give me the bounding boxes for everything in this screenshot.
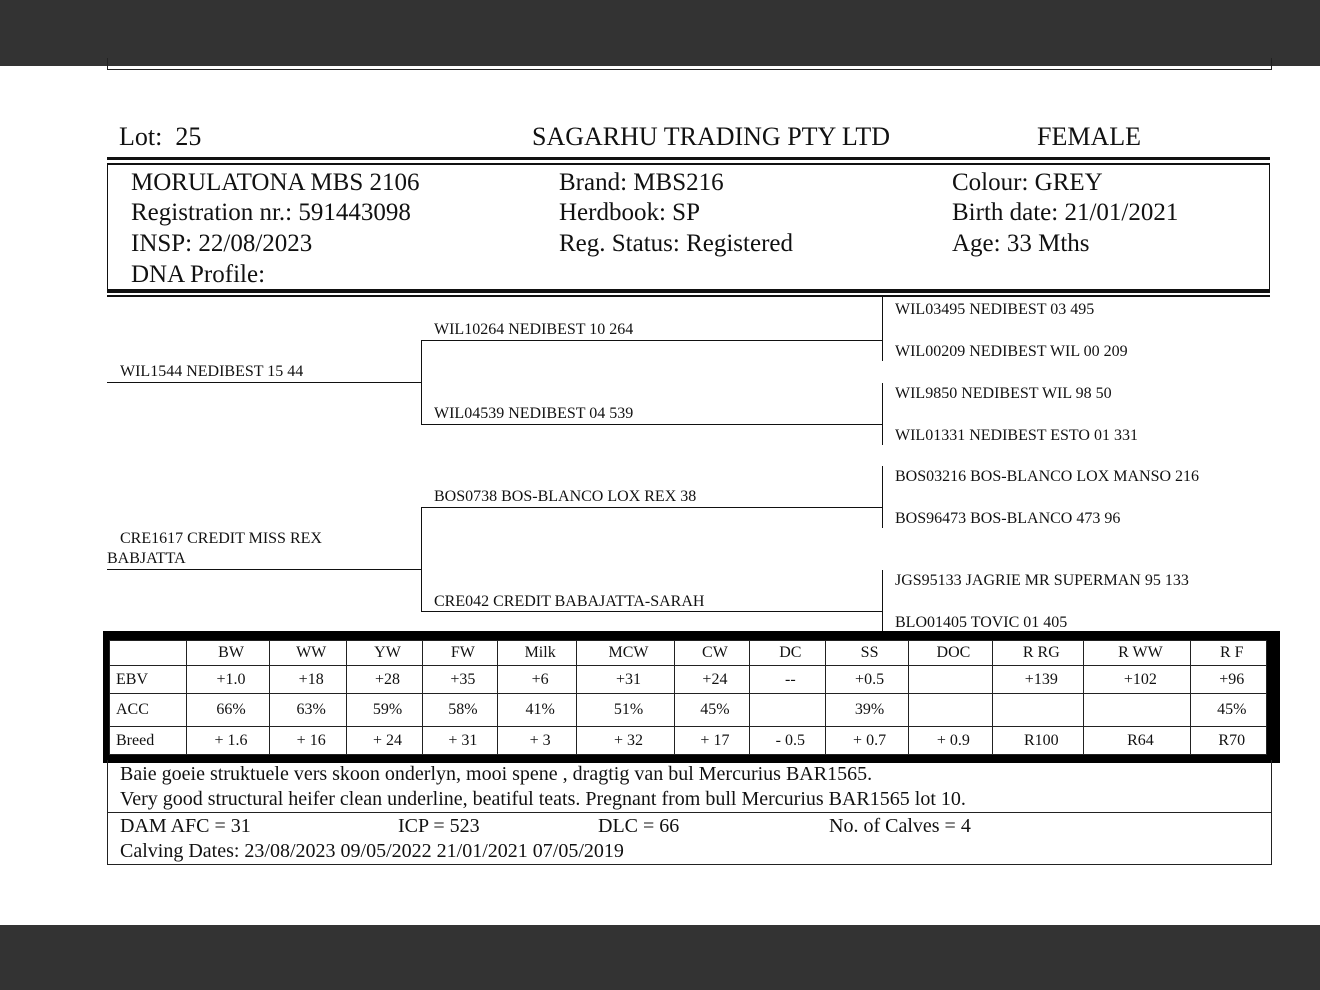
breed-cell: + 17 (674, 727, 749, 755)
acc-cell: 45% (1191, 694, 1267, 727)
acc-cell (993, 694, 1084, 727)
dam-afc: DAM AFC = 31 (120, 815, 251, 837)
pedigree-gg-2: WIL00209 NEDIBEST WIL 00 209 (895, 343, 1128, 360)
ebv-header-cell: CW (674, 641, 749, 666)
ebv-header-cell: WW (270, 641, 347, 666)
registration-number: Registration nr.: 591443098 (131, 199, 411, 226)
ebv-header-cell: DOC (908, 641, 993, 666)
pedigree-gg-6: BOS96473 BOS-BLANCO 473 96 (895, 510, 1121, 527)
ebv-cell: +1.0 (187, 666, 270, 694)
info-rule-thick (107, 289, 1270, 293)
dam-dlc: DLC = 66 (598, 815, 680, 837)
lot-number: 25 (175, 122, 202, 151)
acc-cell (908, 694, 993, 727)
ebv-cell: +35 (422, 666, 497, 694)
acc-cell: 39% (825, 694, 908, 727)
acc-cell: 41% (498, 694, 577, 727)
sire-line (107, 382, 422, 383)
ebv-cell: +24 (674, 666, 749, 694)
previous-lot-box-edge (107, 58, 1272, 70)
pedigree-gg-5: BOS03216 BOS-BLANCO LOX MANSO 216 (895, 468, 1200, 485)
pedigree-dam-sire: BOS0738 BOS-BLANCO LOX REX 38 (434, 488, 697, 505)
header-rule-thin (107, 163, 1270, 165)
ebv-cell: +18 (270, 666, 347, 694)
pedigree-gg-1: WIL03495 NEDIBEST 03 495 (895, 301, 1095, 318)
acc-cell: 59% (347, 694, 422, 727)
herdbook: Herdbook: SP (559, 199, 700, 226)
dam-icp: ICP = 523 (398, 815, 480, 837)
ebv-header-cell: MCW (577, 641, 675, 666)
breed-cell: R70 (1191, 727, 1267, 755)
ebv-header-cell: YW (347, 641, 422, 666)
ebv-cell: +102 (1084, 666, 1191, 694)
ebv-row (110, 666, 1267, 694)
ebv-cell: +6 (498, 666, 577, 694)
sire-sire-line (421, 340, 883, 341)
ebv-header-cell: SS (825, 641, 908, 666)
gg-bracket-1 (882, 297, 883, 361)
pedigree-sire-sire: WIL10264 NEDIBEST 10 264 (434, 321, 634, 338)
pedigree-gg-4: WIL01331 NEDIBEST ESTO 01 331 (895, 427, 1138, 444)
pedigree-dam-line2: BABJATTA (107, 550, 186, 567)
lot-label-text: Lot: (119, 122, 163, 151)
breed-cell: + 32 (577, 727, 675, 755)
breed-cell: + 1.6 (187, 727, 270, 755)
viewer-top-bar (0, 0, 1320, 66)
breed-row-label: Breed (110, 727, 187, 755)
acc-cell: 66% (187, 694, 270, 727)
acc-cell: 58% (422, 694, 497, 727)
acc-cell (1084, 694, 1191, 727)
comment-english: Very good structural heifer clean underline, beatiful teats. Pregnant from bull Mercurius BAR1565 lot 10. (120, 788, 966, 810)
calving-dates: Calving Dates: 23/08/2023 09/05/2022 21/01/2021 07/05/2019 (120, 840, 624, 862)
breed-cell: + 24 (347, 727, 422, 755)
gg-bracket-4 (882, 570, 883, 632)
viewer-bottom-bar (0, 925, 1320, 990)
dna-profile: DNA Profile: (131, 261, 266, 288)
ebv-header-cell: Milk (498, 641, 577, 666)
pedigree-dam-line1: CRE1617 CREDIT MISS REX (120, 530, 322, 547)
ebv-cell: +31 (577, 666, 675, 694)
ebv-header-cell: FW (422, 641, 497, 666)
acc-cell (750, 694, 825, 727)
seller-name: SAGARHU TRADING PTY LTD (532, 122, 891, 151)
ebv-row-label: EBV (110, 666, 187, 694)
animal-name: MORULATONA MBS 2106 (131, 169, 420, 196)
pedigree-sire: WIL1544 NEDIBEST 15 44 (120, 363, 304, 380)
pedigree-dam-dam: CRE042 CREDIT BABAJATTA-SARAH (434, 593, 705, 610)
sire-bracket (421, 340, 422, 425)
info-box-right (1269, 165, 1270, 290)
ebv-table (109, 640, 1267, 755)
breed-cell: + 16 (270, 727, 347, 755)
ebv-cell: +28 (347, 666, 422, 694)
acc-cell: 45% (674, 694, 749, 727)
dam-line (107, 569, 422, 570)
ebv-cell: +139 (993, 666, 1084, 694)
pedigree-gg-7: JGS95133 JAGRIE MR SUPERMAN 95 133 (895, 572, 1189, 589)
ebv-header-cell: R RG (993, 641, 1084, 666)
gg-bracket-3 (882, 466, 883, 528)
header-rule-thick (107, 157, 1270, 160)
notes-divider (107, 812, 1272, 813)
sex-label: FEMALE (1037, 122, 1141, 151)
breed-cell: + 3 (498, 727, 577, 755)
ebv-cell: +0.5 (825, 666, 908, 694)
brand: Brand: MBS216 (559, 169, 724, 196)
breed-cell: R100 (993, 727, 1084, 755)
pedigree-gg-3: WIL9850 NEDIBEST WIL 98 50 (895, 385, 1112, 402)
registration-status: Reg. Status: Registered (559, 230, 793, 257)
ebv-header-cell: BW (187, 641, 270, 666)
gg-bracket-2 (882, 383, 883, 445)
ebv-header-cell: R WW (1084, 641, 1191, 666)
birth-date: Birth date: 21/01/2021 (952, 199, 1179, 226)
dam-dam-line (421, 611, 883, 612)
dam-bracket (421, 507, 422, 612)
breed-cell: R64 (1084, 727, 1191, 755)
sire-dam-line (421, 424, 883, 425)
acc-cell: 63% (270, 694, 347, 727)
breed-cell: + 0.7 (825, 727, 908, 755)
acc-row (110, 694, 1267, 727)
breed-cell: - 0.5 (750, 727, 825, 755)
info-rule-thin (107, 295, 1270, 297)
colour: Colour: GREY (952, 169, 1103, 196)
pedigree-sire-dam: WIL04539 NEDIBEST 04 539 (434, 405, 634, 422)
age: Age: 33 Mths (952, 230, 1090, 257)
ebv-cell (908, 666, 993, 694)
acc-cell: 51% (577, 694, 675, 727)
dam-sire-line (421, 507, 883, 508)
inspection-date: INSP: 22/08/2023 (131, 230, 313, 257)
acc-row-label: ACC (110, 694, 187, 727)
ebv-header-row (110, 641, 1267, 666)
lot-label (119, 122, 201, 152)
ebv-header-cell: DC (750, 641, 825, 666)
comment-afrikaans: Baie goeie struktuele vers skoon onderlyn, mooi spene , dragtig van bul Mercurius BAR1565. (120, 763, 873, 785)
dam-calves: No. of Calves = 4 (829, 815, 971, 837)
pedigree-gg-8: BLO01405 TOVIC 01 405 (895, 614, 1068, 631)
ebv-cell: +96 (1191, 666, 1267, 694)
ebv-header-blank (110, 641, 187, 666)
info-box-left (107, 165, 108, 290)
ebv-cell: -- (750, 666, 825, 694)
breed-row (110, 727, 1267, 755)
breed-cell: + 31 (422, 727, 497, 755)
breed-cell: + 0.9 (908, 727, 993, 755)
ebv-header-cell: R F (1191, 641, 1267, 666)
